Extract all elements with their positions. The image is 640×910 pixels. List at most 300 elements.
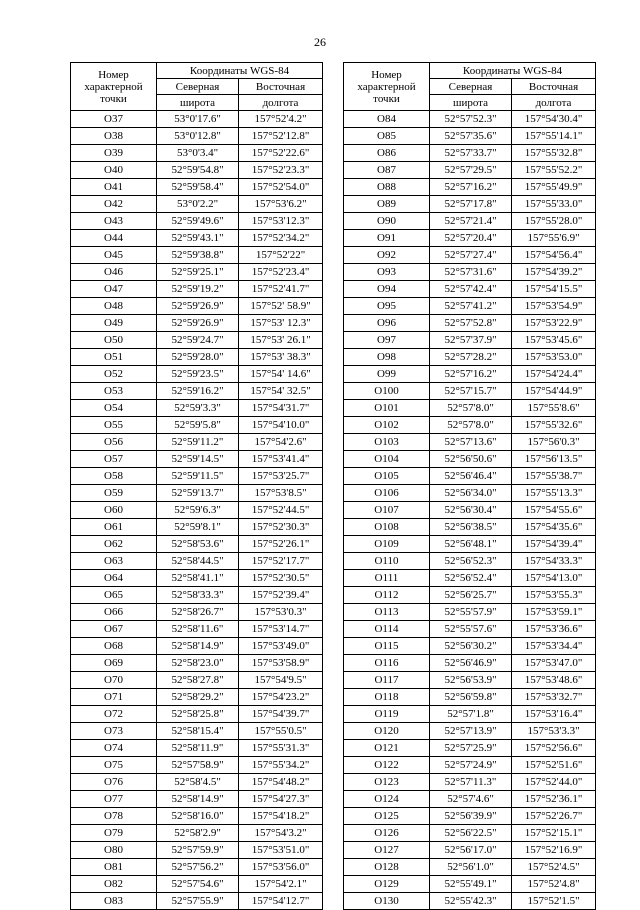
latitude-cell: 52°58'4.5" (157, 774, 239, 791)
point-id-cell: О51 (71, 349, 157, 366)
lon-header-line-2: долгота (239, 95, 323, 111)
longitude-cell: 157°54'55.6" (512, 502, 596, 519)
lat-header-line-1: Северная (430, 79, 512, 95)
page-number: 26 (314, 35, 326, 49)
longitude-cell: 157°53'6.2" (239, 196, 323, 213)
longitude-cell: 157°53'8.5" (239, 485, 323, 502)
longitude-cell: 157°54'2.6" (239, 434, 323, 451)
point-id-cell: О53 (71, 383, 157, 400)
table-row (71, 298, 323, 315)
point-id-cell: О61 (71, 519, 157, 536)
latitude-cell: 52°59'38.8" (157, 247, 239, 264)
table-row (71, 332, 323, 349)
longitude-cell: 157°52'22" (239, 247, 323, 264)
table-row (71, 638, 323, 655)
longitude-cell: 157°54'15.5" (512, 281, 596, 298)
longitude-cell: 157°53'0.3" (239, 604, 323, 621)
latitude-cell: 52°59'19.2" (157, 281, 239, 298)
longitude-cell: 157°54'35.6" (512, 519, 596, 536)
longitude-cell: 157°54' 14.6" (239, 366, 323, 383)
latitude-cell: 52°58'15.4" (157, 723, 239, 740)
latitude-cell: 52°57'37.9" (430, 332, 512, 349)
point-id-cell: О55 (71, 417, 157, 434)
table-row (71, 655, 323, 672)
latitude-cell: 52°57'17.8" (430, 196, 512, 213)
table-row (344, 825, 596, 842)
table-row (71, 740, 323, 757)
point-id-cell: О122 (344, 757, 430, 774)
longitude-cell: 157°54'39.2" (512, 264, 596, 281)
table-row (71, 213, 323, 230)
longitude-cell: 157°54'24.4" (512, 366, 596, 383)
longitude-cell: 157°52'4.5" (512, 859, 596, 876)
table-row (71, 485, 323, 502)
latitude-cell: 52°57'11.3" (430, 774, 512, 791)
table-row (344, 485, 596, 502)
point-id-cell: О52 (71, 366, 157, 383)
longitude-cell: 157°53'55.3" (512, 587, 596, 604)
point-id-cell: О105 (344, 468, 430, 485)
latitude-cell: 52°56'50.6" (430, 451, 512, 468)
latitude-cell: 52°56'22.5" (430, 825, 512, 842)
point-id-cell: О102 (344, 417, 430, 434)
table-row (344, 638, 596, 655)
table-row (344, 111, 596, 128)
point-id-cell: О97 (344, 332, 430, 349)
point-id-cell: О63 (71, 553, 157, 570)
longitude-cell: 157°53' 26.1" (239, 332, 323, 349)
table-row (344, 230, 596, 247)
longitude-cell: 157°52'54.0" (239, 179, 323, 196)
table-row (344, 366, 596, 383)
point-id-cell: О116 (344, 655, 430, 672)
table-row (71, 825, 323, 842)
point-id-cell: О125 (344, 808, 430, 825)
point-id-cell: О104 (344, 451, 430, 468)
table-row (344, 570, 596, 587)
table-row (344, 672, 596, 689)
point-id-cell: О46 (71, 264, 157, 281)
table-row (344, 145, 596, 162)
table-row (71, 893, 323, 910)
latitude-cell: 52°57'52.8" (430, 315, 512, 332)
point-column-header (344, 63, 430, 111)
longitude-cell: 157°54'44.9" (512, 383, 596, 400)
longitude-cell: 157°52'36.1" (512, 791, 596, 808)
table-row (71, 128, 323, 145)
latitude-cell: 52°58'44.5" (157, 553, 239, 570)
point-id-cell: О130 (344, 893, 430, 910)
latitude-cell: 52°56'17.0" (430, 842, 512, 859)
latitude-cell: 53°0'17.6" (157, 111, 239, 128)
point-id-cell: О37 (71, 111, 157, 128)
point-id-cell: О108 (344, 519, 430, 536)
latitude-cell: 52°58'25.8" (157, 706, 239, 723)
latitude-cell: 52°56'46.9" (430, 655, 512, 672)
table-row (344, 553, 596, 570)
table-row (344, 536, 596, 553)
point-id-cell: О126 (344, 825, 430, 842)
longitude-cell: 157°55'38.7" (512, 468, 596, 485)
longitude-cell: 157°52'44.5" (239, 502, 323, 519)
latitude-cell: 52°57'41.2" (430, 298, 512, 315)
table-row (344, 502, 596, 519)
latitude-cell: 52°59'23.5" (157, 366, 239, 383)
longitude-cell: 157°53'51.0" (239, 842, 323, 859)
table-row (344, 349, 596, 366)
longitude-cell: 157°54'2.1" (239, 876, 323, 893)
longitude-cell: 157°54'39.7" (239, 706, 323, 723)
point-id-cell: О123 (344, 774, 430, 791)
table-row (344, 383, 596, 400)
point-id-cell: О71 (71, 689, 157, 706)
table-body-left (71, 111, 323, 910)
latitude-cell: 52°57'29.5" (430, 162, 512, 179)
table-row (344, 740, 596, 757)
latitude-cell: 52°56'59.8" (430, 689, 512, 706)
longitude-cell: 157°54'10.0" (239, 417, 323, 434)
coordinates-table-right (343, 62, 596, 910)
table-row (344, 774, 596, 791)
point-id-cell: О83 (71, 893, 157, 910)
lat-header-line-2: широта (430, 95, 512, 111)
point-id-cell: О92 (344, 247, 430, 264)
longitude-cell: 157°54'12.7" (239, 893, 323, 910)
lat-header-line-1: Северная (157, 79, 239, 95)
point-id-cell: О81 (71, 859, 157, 876)
point-id-cell: О82 (71, 876, 157, 893)
latitude-cell: 52°56'48.1" (430, 536, 512, 553)
longitude-cell: 157°52'44.0" (512, 774, 596, 791)
longitude-cell: 157°53'47.0" (512, 655, 596, 672)
coords-group-header: Координаты WGS-84 (430, 63, 596, 79)
latitude-cell: 52°57'13.6" (430, 434, 512, 451)
table-row (344, 281, 596, 298)
longitude-cell: 157°53' 12.3" (239, 315, 323, 332)
point-id-cell: О45 (71, 247, 157, 264)
point-id-cell: О84 (344, 111, 430, 128)
latitude-cell: 52°57'15.7" (430, 383, 512, 400)
table-row (71, 162, 323, 179)
table-row (71, 349, 323, 366)
point-id-cell: О64 (71, 570, 157, 587)
latitude-cell: 52°58'14.9" (157, 638, 239, 655)
latitude-cell: 52°57'8.0" (430, 400, 512, 417)
point-id-cell: О118 (344, 689, 430, 706)
point-id-cell: О106 (344, 485, 430, 502)
longitude-cell: 157°55'31.3" (239, 740, 323, 757)
point-id-cell: О86 (344, 145, 430, 162)
point-id-cell: О80 (71, 842, 157, 859)
table-row (71, 604, 323, 621)
latitude-cell: 53°0'2.2" (157, 196, 239, 213)
lon-header-line-1: Восточная (512, 79, 596, 95)
latitude-cell: 52°55'57.9" (430, 604, 512, 621)
point-id-cell: О111 (344, 570, 430, 587)
longitude-cell: 157°53'34.4" (512, 638, 596, 655)
table-row (344, 689, 596, 706)
table-row (344, 604, 596, 621)
latitude-cell: 52°59'58.4" (157, 179, 239, 196)
longitude-cell: 157°53'22.9" (512, 315, 596, 332)
table-row (71, 111, 323, 128)
latitude-cell: 52°57'33.7" (430, 145, 512, 162)
table-row (344, 400, 596, 417)
longitude-cell: 157°55'0.5" (239, 723, 323, 740)
latitude-cell: 52°58'53.6" (157, 536, 239, 553)
table-row (71, 196, 323, 213)
latitude-cell: 52°57'27.4" (430, 247, 512, 264)
table-row (71, 366, 323, 383)
latitude-cell: 52°57'59.9" (157, 842, 239, 859)
point-id-cell: О101 (344, 400, 430, 417)
latitude-cell: 52°59'43.1" (157, 230, 239, 247)
longitude-cell: 157°52'51.6" (512, 757, 596, 774)
table-row (71, 247, 323, 264)
longitude-cell: 157°54'48.2" (239, 774, 323, 791)
longitude-cell: 157°52'22.6" (239, 145, 323, 162)
point-id-cell: О107 (344, 502, 430, 519)
table-row (344, 842, 596, 859)
coords-group-header: Координаты WGS-84 (157, 63, 323, 79)
coordinates-table-left (70, 62, 323, 910)
longitude-cell: 157°52'41.7" (239, 281, 323, 298)
point-id-cell: О39 (71, 145, 157, 162)
table-row (344, 332, 596, 349)
point-id-cell: О114 (344, 621, 430, 638)
point-header-line-1: Номер (98, 68, 129, 81)
point-id-cell: О42 (71, 196, 157, 213)
point-id-cell: О70 (71, 672, 157, 689)
latitude-cell: 52°57'55.9" (157, 893, 239, 910)
longitude-cell: 157°54'39.4" (512, 536, 596, 553)
point-id-cell: О96 (344, 315, 430, 332)
latitude-cell: 52°59'11.2" (157, 434, 239, 451)
latitude-cell: 53°0'12.8" (157, 128, 239, 145)
table-row (71, 808, 323, 825)
table-row (71, 383, 323, 400)
longitude-cell: 157°52'4.2" (239, 111, 323, 128)
table-row (71, 842, 323, 859)
latitude-cell: 52°59'8.1" (157, 519, 239, 536)
latitude-cell: 52°58'27.8" (157, 672, 239, 689)
point-id-cell: О128 (344, 859, 430, 876)
longitude-cell: 157°52'56.6" (512, 740, 596, 757)
table-row (344, 128, 596, 145)
point-id-cell: О90 (344, 213, 430, 230)
table-row (71, 179, 323, 196)
longitude-cell: 157°53'14.7" (239, 621, 323, 638)
lon-header-line-2: долгота (512, 95, 596, 111)
longitude-cell: 157°52' 58.9" (239, 298, 323, 315)
table-row (344, 315, 596, 332)
longitude-cell: 157°55'14.1" (512, 128, 596, 145)
table-row (344, 298, 596, 315)
table-row (344, 621, 596, 638)
latitude-cell: 52°56'1.0" (430, 859, 512, 876)
longitude-cell: 157°54' 32.5" (239, 383, 323, 400)
table-row (344, 179, 596, 196)
table-row (71, 553, 323, 570)
point-id-cell: О127 (344, 842, 430, 859)
table-row (344, 587, 596, 604)
latitude-cell: 52°59'14.5" (157, 451, 239, 468)
point-id-cell: О89 (344, 196, 430, 213)
table-row (344, 791, 596, 808)
longitude-cell: 157°53'25.7" (239, 468, 323, 485)
longitude-cell: 157°56'13.5" (512, 451, 596, 468)
longitude-cell: 157°53' 38.3" (239, 349, 323, 366)
table-row (71, 706, 323, 723)
latitude-cell: 52°57'52.3" (430, 111, 512, 128)
longitude-cell: 157°53'49.0" (239, 638, 323, 655)
point-id-cell: О72 (71, 706, 157, 723)
point-id-cell: О54 (71, 400, 157, 417)
table-row (344, 859, 596, 876)
point-id-cell: О57 (71, 451, 157, 468)
table-row (71, 536, 323, 553)
point-column-header (71, 63, 157, 111)
longitude-cell: 157°55'33.0" (512, 196, 596, 213)
latitude-cell: 52°59'3.3" (157, 400, 239, 417)
table-row (71, 723, 323, 740)
longitude-cell: 157°52'12.8" (239, 128, 323, 145)
point-id-cell: О79 (71, 825, 157, 842)
longitude-cell: 157°54'13.0" (512, 570, 596, 587)
latitude-cell: 52°55'42.3" (430, 893, 512, 910)
table-row (344, 893, 596, 910)
point-id-cell: О38 (71, 128, 157, 145)
table-body-right (344, 111, 596, 910)
latitude-cell: 52°59'26.9" (157, 315, 239, 332)
longitude-cell: 157°54'27.3" (239, 791, 323, 808)
latitude-cell: 52°57'20.4" (430, 230, 512, 247)
point-id-cell: О76 (71, 774, 157, 791)
point-id-cell: О56 (71, 434, 157, 451)
table-row (344, 247, 596, 264)
point-id-cell: О47 (71, 281, 157, 298)
longitude-cell: 157°52'15.1" (512, 825, 596, 842)
longitude-cell: 157°52'23.3" (239, 162, 323, 179)
table-row (344, 757, 596, 774)
table-row (71, 876, 323, 893)
longitude-cell: 157°53'41.4" (239, 451, 323, 468)
point-id-cell: О103 (344, 434, 430, 451)
latitude-cell: 52°58'11.9" (157, 740, 239, 757)
point-id-cell: О93 (344, 264, 430, 281)
table-row (71, 587, 323, 604)
longitude-cell: 157°55'13.3" (512, 485, 596, 502)
latitude-cell: 52°58'16.0" (157, 808, 239, 825)
point-id-cell: О74 (71, 740, 157, 757)
point-id-cell: О88 (344, 179, 430, 196)
latitude-cell: 52°56'38.5" (430, 519, 512, 536)
point-id-cell: О67 (71, 621, 157, 638)
longitude-cell: 157°53'12.3" (239, 213, 323, 230)
longitude-cell: 157°54'30.4" (512, 111, 596, 128)
table-row (71, 502, 323, 519)
lat-header-line-2: широта (157, 95, 239, 111)
longitude-cell: 157°52'4.8" (512, 876, 596, 893)
latitude-cell: 52°56'39.9" (430, 808, 512, 825)
point-id-cell: О48 (71, 298, 157, 315)
point-id-cell: О94 (344, 281, 430, 298)
point-id-cell: О69 (71, 655, 157, 672)
point-id-cell: О41 (71, 179, 157, 196)
longitude-cell: 157°52'26.1" (239, 536, 323, 553)
table-row (71, 281, 323, 298)
table-row (344, 196, 596, 213)
longitude-cell: 157°54'33.3" (512, 553, 596, 570)
longitude-cell: 157°54'9.5" (239, 672, 323, 689)
point-id-cell: О49 (71, 315, 157, 332)
point-id-cell: О77 (71, 791, 157, 808)
latitude-cell: 52°57'42.4" (430, 281, 512, 298)
table-row (344, 434, 596, 451)
longitude-cell: 157°53'56.0" (239, 859, 323, 876)
latitude-cell: 52°57'16.2" (430, 366, 512, 383)
latitude-cell: 52°58'11.6" (157, 621, 239, 638)
table-row (344, 876, 596, 893)
point-id-cell: О110 (344, 553, 430, 570)
latitude-cell: 52°56'53.9" (430, 672, 512, 689)
table-row (344, 723, 596, 740)
table-row (344, 655, 596, 672)
longitude-cell: 157°54'56.4" (512, 247, 596, 264)
longitude-cell: 157°54'3.2" (239, 825, 323, 842)
latitude-cell: 53°0'3.4" (157, 145, 239, 162)
table-row (71, 774, 323, 791)
point-header-line-1: Номер (371, 68, 402, 81)
longitude-cell: 157°55'28.0" (512, 213, 596, 230)
longitude-cell: 157°53'53.0" (512, 349, 596, 366)
point-id-cell: О66 (71, 604, 157, 621)
table-row (71, 468, 323, 485)
longitude-cell: 157°52'39.4" (239, 587, 323, 604)
latitude-cell: 52°58'23.0" (157, 655, 239, 672)
longitude-cell: 157°53'16.4" (512, 706, 596, 723)
point-id-cell: О43 (71, 213, 157, 230)
point-header-line-2: характерной (357, 80, 416, 93)
latitude-cell: 52°57'58.9" (157, 757, 239, 774)
longitude-cell: 157°55'8.6" (512, 400, 596, 417)
latitude-cell: 52°58'41.1" (157, 570, 239, 587)
latitude-cell: 52°57'16.2" (430, 179, 512, 196)
point-id-cell: О58 (71, 468, 157, 485)
latitude-cell: 52°59'13.7" (157, 485, 239, 502)
longitude-cell: 157°52'16.9" (512, 842, 596, 859)
latitude-cell: 52°57'1.8" (430, 706, 512, 723)
table-row (344, 468, 596, 485)
table-row (71, 230, 323, 247)
table-row (71, 757, 323, 774)
point-id-cell: О129 (344, 876, 430, 893)
point-id-cell: О124 (344, 791, 430, 808)
longitude-cell: 157°54'18.2" (239, 808, 323, 825)
longitude-cell: 157°53'54.9" (512, 298, 596, 315)
latitude-cell: 52°56'30.2" (430, 638, 512, 655)
table-row (344, 162, 596, 179)
table-row (71, 519, 323, 536)
longitude-cell: 157°52'17.7" (239, 553, 323, 570)
lon-header-line-1: Восточная (239, 79, 323, 95)
table-row (71, 859, 323, 876)
point-id-cell: О121 (344, 740, 430, 757)
longitude-cell: 157°52'30.3" (239, 519, 323, 536)
longitude-cell: 157°55'32.6" (512, 417, 596, 434)
point-id-cell: О60 (71, 502, 157, 519)
latitude-cell: 52°57'8.0" (430, 417, 512, 434)
